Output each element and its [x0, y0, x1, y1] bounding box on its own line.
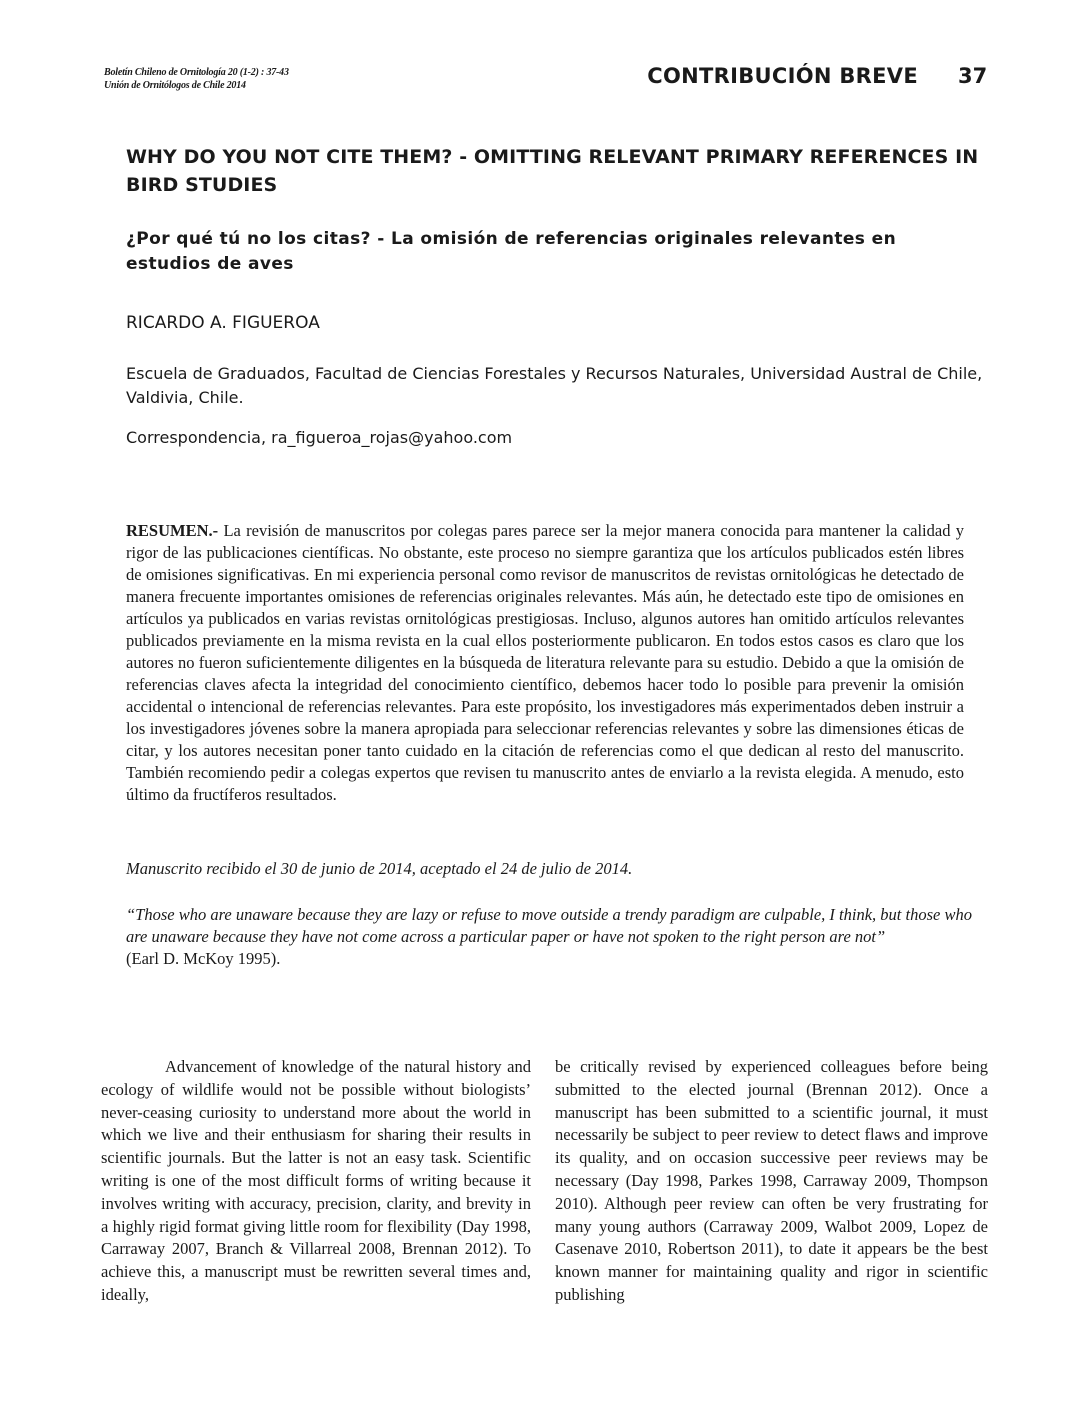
- author-name: RICARDO A. FIGUEROA: [126, 313, 320, 333]
- abstract: [126, 520, 964, 806]
- abstract-text: La revisión de manuscritos por colegas pares parece ser la mejor manera conocida para mantener la calidad y rigor de las publicaciones científicas. No obstante, este proceso no siempre garantiza que los artículos publicados estén libres de omisiones significativas. En mi experiencia personal como revisor de manuscritos de revistas ornitológicas he detectado de manera frecuente importantes omisiones de referencias originales relevantes. Más aún, he detectado este tipo de omisiones en artículos ya publicados en varias revistas ornitológicas prestigiosas. Incluso, algunos autores han omitido artículos relevantes publicados previamente en la misma revista en la cual ellos posteriormente publicaron. En todos estos casos es claro que los autores no fueron suficientemente diligentes en la búsqueda de literatura relevante para su estudio. Debido a que la omisión de referencias claves afecta la integridad del conocimiento científico, debemos hacer todo lo posible para prevenir la omisión accidental o intencional de referencias relevantes. Para este propósito, los investigadores más experimentados deben instruir a los investigadores jóvenes sobre la manera apropiada para seleccionar referencias relevantes y sobre las dimensiones éticas de citar, y los autores necesitan poner tanto cuidado en la citación de referencias como el que dedican al resto del manuscrito. También recomiendo pedir a colegas expertos que revisen tu manuscrito antes de enviarlo a la revista elegida. A menudo, esto último da fructíferos resultados.: [126, 521, 964, 804]
- epigraph-source: (Earl D. McKoy 1995).: [126, 949, 281, 968]
- author-affiliation: Escuela de Graduados, Facultad de Ciencias Forestales y Recursos Naturales, Universidad Austral de Chile, Valdivia, Chile.: [126, 364, 983, 407]
- section-label: CONTRIBUCIÓN BREVE: [647, 64, 918, 88]
- received-dates: Manuscrito recibido el 30 de junio de 2014, aceptado el 24 de julio de 2014.: [126, 859, 633, 878]
- journal-line-2: Unión de Ornitólogos de Chile 2014: [104, 80, 246, 91]
- page-number: 37: [958, 64, 988, 88]
- abstract-label: RESUMEN.-: [126, 521, 219, 540]
- correspondence-email: Correspondencia, ra_figueroa_rojas@yahoo.com: [126, 428, 513, 447]
- article-title: WHY DO YOU NOT CITE THEM? - OMITTING RELEVANT PRIMARY REFERENCES IN BIRD STUDIES: [126, 146, 979, 196]
- body-right-column: be critically revised by experienced colleagues before being submitted to the elected journal (Brennan 2012). Once a manuscript has been submitted to a scientific journal, it must necessarily be subject to peer review to detect flaws and improve its quality, and on occasion successive peer reviews may be necessary (Day 1998, Parkes 1998, Carraway 2009, Thompson 2010). Although peer review can often be very frustrating for many young authors (Carraway 2009, Walbot 2009, Lopez de Casenave 2010, Robertson 2011), to date it appears be the best known manner for maintaining quality and rigor in scientific publishing: [555, 1057, 988, 1304]
- body-left-column: Advancement of knowledge of the natural history and ecology of wildlife would not be possible without biologists’ never-ceasing curiosity to understand more about the world in which we live and their enthusiasm for sharing their results in scientific journals. But the latter is not an easy task. Scientific writing is one of the most difficult forms of writing because it involves writing with accuracy, precision, clarity, and brevity in a highly rigid format giving little room for flexibility (Day 1998, Carraway 2007, Branch & Villarreal 2008, Brennan 2012). To achieve this, a manuscript must be rewritten several times and, ideally,: [101, 1057, 531, 1304]
- article-subtitle: ¿Por qué tú no los citas? - La omisión de referencias originales relevantes en estudios de aves: [126, 229, 897, 274]
- epigraph: [126, 904, 976, 970]
- journal-line-1: Boletín Chileno de Ornitología 20 (1-2) : 37-43: [104, 67, 289, 78]
- epigraph-quote: “Those who are unaware because they are lazy or refuse to move outside a trendy paradigm are culpable, I think, but those who are unaware because they have not come across a particular paper or have not spoken to the right person are not”: [126, 905, 972, 946]
- journal-info: [104, 66, 289, 92]
